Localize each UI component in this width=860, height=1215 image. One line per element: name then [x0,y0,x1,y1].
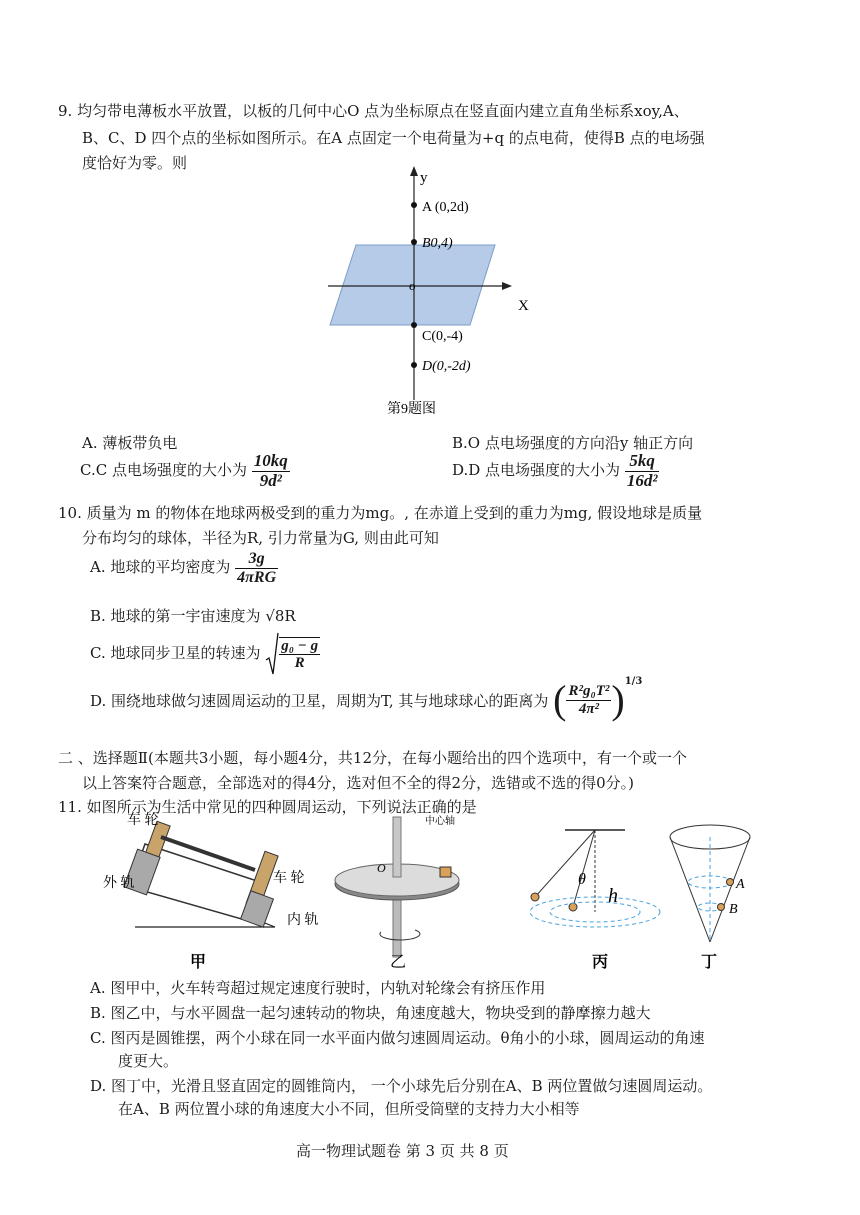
q9-option-c-text: C.C 点电场强度的大小为 [80,461,247,480]
bing-h-label: h [608,885,618,907]
q10-option-b: B. 地球的第一宇宙速度为 √8R [90,607,296,625]
q9-option-c-fraction [252,452,290,490]
section2-line1: 二 、选择题Ⅱ(本题共3小题，每小题4分，共12分，在每小题给出的四个选项中，有一个或一个 [58,749,687,767]
q10-option-d [90,676,643,742]
q10-option-d-text: D. 围绕地球做匀速圆周运动的卫星，周期为T, 其与地球球心的距离为 [90,691,549,710]
ding-label: 丁 [701,954,718,971]
jia-outer-rail-label: 外 轨 [103,876,135,891]
q10-option-a [90,550,278,586]
fraction-denominator: 4πRG [237,568,277,586]
yi-origin-label: O [377,861,386,875]
jia-label: 甲 [190,954,207,971]
point-b [411,239,417,245]
jia-wheel-top-label: 车 轮 [127,813,159,828]
q10-option-d-fraction [566,683,611,717]
fraction-denominator: 9d² [259,470,282,490]
figure-yi [335,814,459,971]
q11-option-a: A. 图甲中，火车转弯超过规定速度行驶时，内轨对轮缘会有挤压作用 [90,979,546,997]
q10-option-c [90,632,320,676]
exponent: 1/3 [624,676,643,687]
q10-line1: 10. 质量为 m 的物体在地球两极受到的重力为mg。, 在赤道上受到的重力为mg, 假设地球是质量 [58,504,703,522]
fraction-numerator: 10kq [253,451,288,470]
yi-label: 乙 [390,954,407,971]
ding-a-label: A [736,877,745,892]
fraction-denominator: 4π² [578,700,600,717]
fraction-numerator: g₀ − g [281,637,319,654]
point-a [411,202,417,208]
point-c [411,322,417,328]
q10-option-c-text: C. 地球同步卫星的转速为 [90,644,261,662]
fraction-denominator: 16d² [626,470,658,490]
q11-option-c-line2: 度更大。 [118,1052,179,1070]
left-paren: ( [553,677,567,722]
fraction-denominator: R [294,655,305,671]
q11-stem: 11. 如图所示为生活中常见的四种圆周运动，下列说法正确的是 [58,798,477,816]
figure-ding [670,825,750,971]
x-axis-label: X [518,298,529,314]
point-b-label: B0,4) [422,236,453,251]
origin-label: o [409,278,416,293]
point-c-label: C(0,-4) [422,329,463,344]
q9-option-d [452,452,659,490]
right-paren: ) [611,677,625,722]
q11-figure [95,812,785,972]
figure-bing [530,830,660,971]
ding-b-label: B [729,902,738,917]
square-root [265,632,320,676]
jia-inner-rail-label: 内 轨 [287,913,319,928]
figure-caption: 第9题图 [387,402,436,417]
q9-option-c [80,452,290,490]
section2-line2: 以上答案符合题意，全部选对的得4分，选对但不全的得2分，选错或不选的得0分。) [82,774,634,792]
fraction-numerator: 3g [235,550,278,569]
q10-option-a-fraction [235,550,278,586]
q9-option-d-text: D.D 点电场强度的大小为 [452,461,621,480]
bing-label: 丙 [592,954,609,971]
q9-line1: 9. 均匀带电薄板水平放置，以板的几何中心O 点为坐标原点在竖直面内建立直角坐标系xoy,A、 [58,102,689,120]
q11-option-d-line1: D. 图丁中，光滑且竖直固定的圆锥筒内， 一个小球先后分别在A、B 两位置做匀速圆周运动。 [90,1077,713,1095]
y-axis-label: y [420,170,428,186]
q10-option-a-text: A. 地球的平均密度为 [90,558,231,577]
fraction-numerator: 5kq [625,452,660,472]
q11-option-c-line1: C. 图丙是圆锥摆，两个小球在同一水平面内做匀速圆周运动。θ角小的小球，圆周运动的角速 [90,1029,705,1047]
q11-option-b: B. 图乙中，与水平圆盘一起匀速转动的物块，角速度越大，物块受到的静摩擦力越大 [90,1004,651,1022]
jia-wheel-right-label: 车 轮 [273,871,305,886]
bing-theta-label: θ [578,871,586,888]
q9-option-d-fraction [625,452,660,490]
q10-line2: 分布均匀的球体，半径为R, 引力常量为G, 则由此可知 [82,529,439,547]
q10-option-c-fraction [279,637,320,672]
q9-option-b: B.O 点电场强度的方向沿y 轴正方向 [452,434,694,452]
q9-line3: 度恰好为零。则 [82,154,188,172]
fraction-numerator: R²g₀T² [568,683,610,699]
yi-axis-label: 中心轴 [425,816,455,827]
figure-jia [103,812,319,971]
point-d [411,362,417,368]
radical-sign-icon [265,632,279,676]
q11-option-d-line2: 在A、B 两位置小球的角速度大小不同，但所受筒壁的支持力大小相等 [118,1100,580,1118]
point-a-label: A (0,2d) [422,200,469,215]
point-d-label: D(0,-2d) [422,359,471,374]
q9-line2: B、C、D 四个点的坐标如图所示。在A 点固定一个电荷量为+q 的点电荷，使得B 点的电场强 [82,129,705,147]
q9-option-a: A. 薄板带负电 [82,434,178,452]
q9-figure [320,160,550,425]
page-footer: 高一物理试题卷 第 3 页 共 8 页 [296,1142,509,1160]
